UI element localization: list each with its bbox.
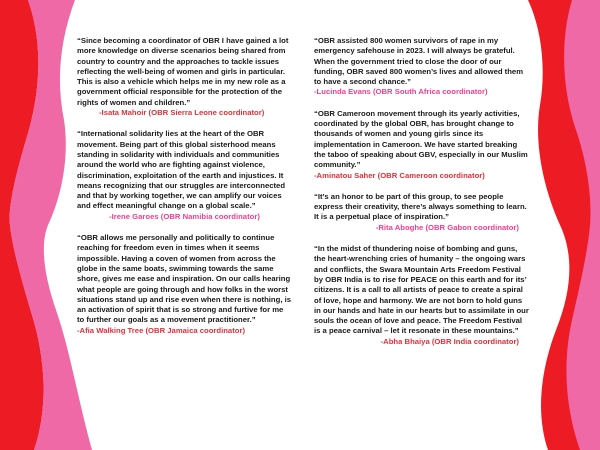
- quote-attribution: -Abha Bhaiya (OBR India coordinator): [380, 336, 519, 346]
- quote-block: [314, 36, 529, 98]
- left-column: [77, 36, 292, 347]
- quote-block: [77, 129, 292, 222]
- quote-attribution: -Lucinda Evans (OBR South Africa coordinator): [314, 87, 488, 97]
- quote-text: “It’s an honor to be part of this group, to see people express their creativity, there’s always something to learn. It is a perpetual place of inspiration.”: [314, 191, 527, 222]
- quote-text: “Since becoming a coordinator of OBR I have gained a lot more knowledge on diverse scenarios being shared from country to country and the approaches to tackle issues reflecting the well-being of women and girls in particular. This is also a vehicle which helps me in my new role as a government official responsible for the protection of the rights of women and children.”: [77, 36, 289, 107]
- quote-text: “OBR assisted 800 women survivors of rape in my emergency safehouse in 2023. I will always be grateful. When the government tried to close the door of our funding, OBR saved 800 women’s lives and allowed them to have a second chance.”: [314, 36, 524, 87]
- quote-attribution: -Isata Mahoir (OBR Sierra Leone coordinator): [99, 108, 265, 118]
- quote-text: “OBR allows me personally and politically to continue reaching for freedom even in times when it seems impossible. Having a coven of women from across the globe in the same boats, swimming towards the same shore, gives me ease and inspiration. On our calls hearing what people are going through and how folks in the worst situations stand up and rise even when there is nothing, is an activation of spirit that is so strong and furtive for me to further our goals as a movement practitioner.”: [77, 233, 292, 325]
- quote-block: [314, 244, 529, 347]
- quote-attribution: -Aminatou Saher (OBR Cameroon coordinator): [314, 170, 485, 180]
- right-column: [314, 36, 529, 358]
- quote-text: “OBR Cameroon movement through its yearly activities, coordinated by the global OBR, has brought change to thousands of women and young girls since its implementation in Cameroon. We have started breaking the taboo of speaking about GBV, especially in our Muslim community.”: [314, 108, 528, 170]
- quote-text: “In the midst of thundering noise of bombing and guns, the heart-wrenching cries of humanity – the ongoing wars and conflicts, the Swara Mountain Arts Freedom Festival by OBR India is to rise for PEACE on this earth and for its’ citizens. It is a call to all artists of peace to create a spiral of love, hope and harmony. We are not born to hold guns in our hands and hate in our hearts but to assimilate in our souls the ocean of love and peace. The Freedom Festival is a peace carnival – let it resonate in these mountains.”: [314, 244, 529, 336]
- quote-attribution: -Irene Garoes (OBR Namibia coordinator): [109, 211, 260, 221]
- quote-block: [314, 192, 529, 233]
- quote-text: “International solidarity lies at the heart of the OBR movement. Being part of this global sisterhood means standing in solidarity with individuals and communities around the world who are fighting against violence, discrimination, exploitation of the earth and injustices. It means recognizing that our struggles are interconnected and that by working together, we can amplify our voices and effect meaningful change on a global scale.”: [77, 129, 286, 211]
- quote-block: [314, 109, 529, 181]
- quote-attribution: -Rita Aboghe (OBR Gabon coordinator): [375, 222, 519, 232]
- quote-attribution: -Afia Walking Tree (OBR Jamaica coordinator): [77, 325, 246, 335]
- quote-block: [77, 36, 292, 118]
- quote-block: [77, 233, 292, 336]
